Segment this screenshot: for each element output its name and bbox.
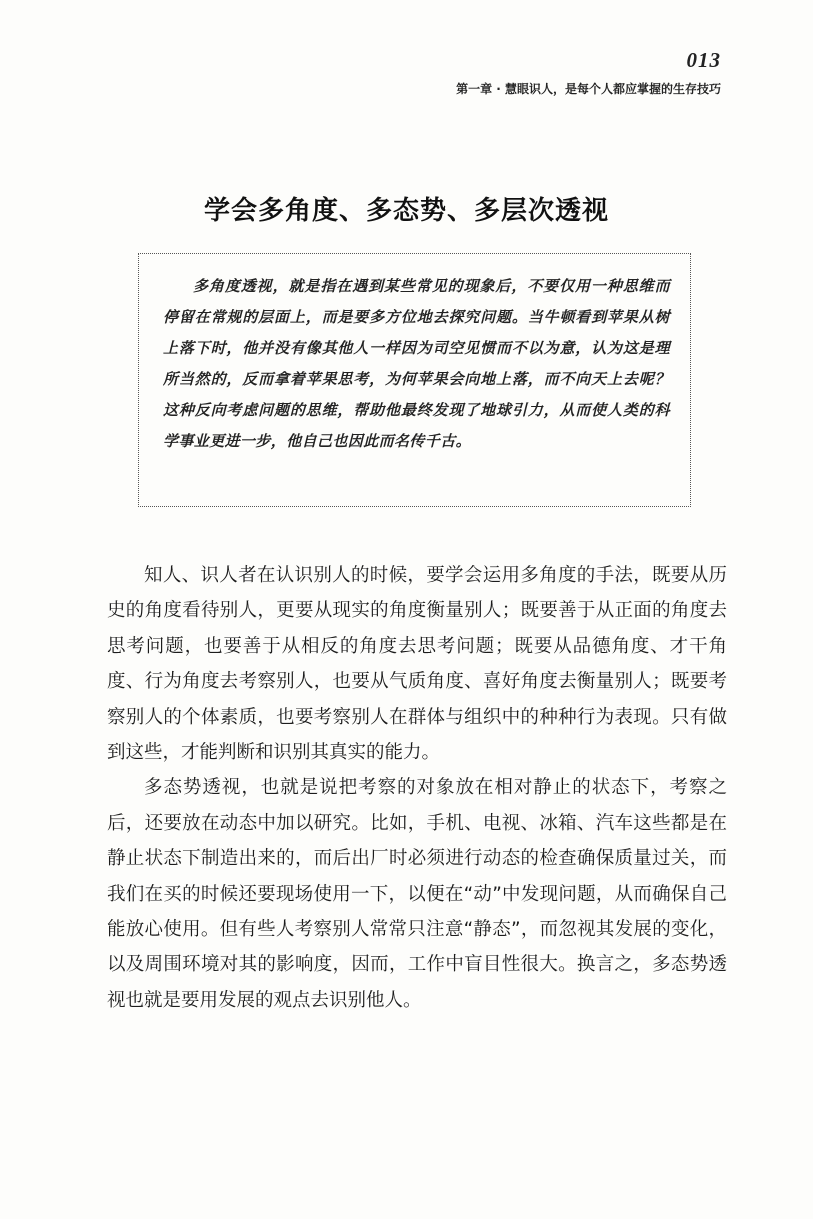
page-number: 013	[686, 48, 721, 72]
summary-box	[138, 253, 691, 507]
section-title: 学会多角度、多态势、多层次透视	[203, 196, 609, 227]
summary-text: 多角度透视，就是指在遇到某些常见的现象后，不要仅用一种思维而停留在常规的层面上，而是要多方位地去探究问题。当牛顿看到苹果从树上落下时，他并没有像其他人一样因为司空见惯而不以为意，认为这是理所当然的，反而拿着苹果思考，为何苹果会向地上落，而不向天上去呢？这种反向考虑问题的思维，帮助他最终发现了地球引力，从而使人类的科学事业更进一步，他自己也因此而名传千古。	[163, 277, 670, 450]
body-paragraph: 多态势透视，也就是说把考察的对象放在相对静止的状态下，考察之后，还要放在动态中加以研究。比如，手机、电视、冰箱、汽车这些都是在静止状态下制造出来的，而后出厂时必须进行动态的检查确保质量过关，而我们在买的时候还要现场使用一下，以便在“动”中发现问题，从而确保自己能放心使用。但有些人考察别人常常只注意“静态”，而忽视其发展的变化，以及周围环境对其的影响度，因而，工作中盲目性很大。换言之，多态势透视也就是要用发展的观点去识别他人。	[107, 777, 727, 1011]
body-paragraph: 知人、识人者在认识别人的时候，要学会运用多角度的手法，既要从历史的角度看待别人，更要从现实的角度衡量别人；既要善于从正面的角度去思考问题，也要善于从相反的角度去思考问题；既要从品德角度、才干角度、行为角度去考察别人，也要从气质角度、喜好角度去衡量别人；既要考察别人的个体素质，也要考察别人在群体与组织中的种种行为表现。只有做到这些，才能判断和识别其真实的能力。	[107, 565, 727, 764]
running-header: 第一章 · 慧眼识人，是每个人都应掌握的生存技巧	[456, 82, 721, 96]
body-text	[107, 558, 727, 1018]
